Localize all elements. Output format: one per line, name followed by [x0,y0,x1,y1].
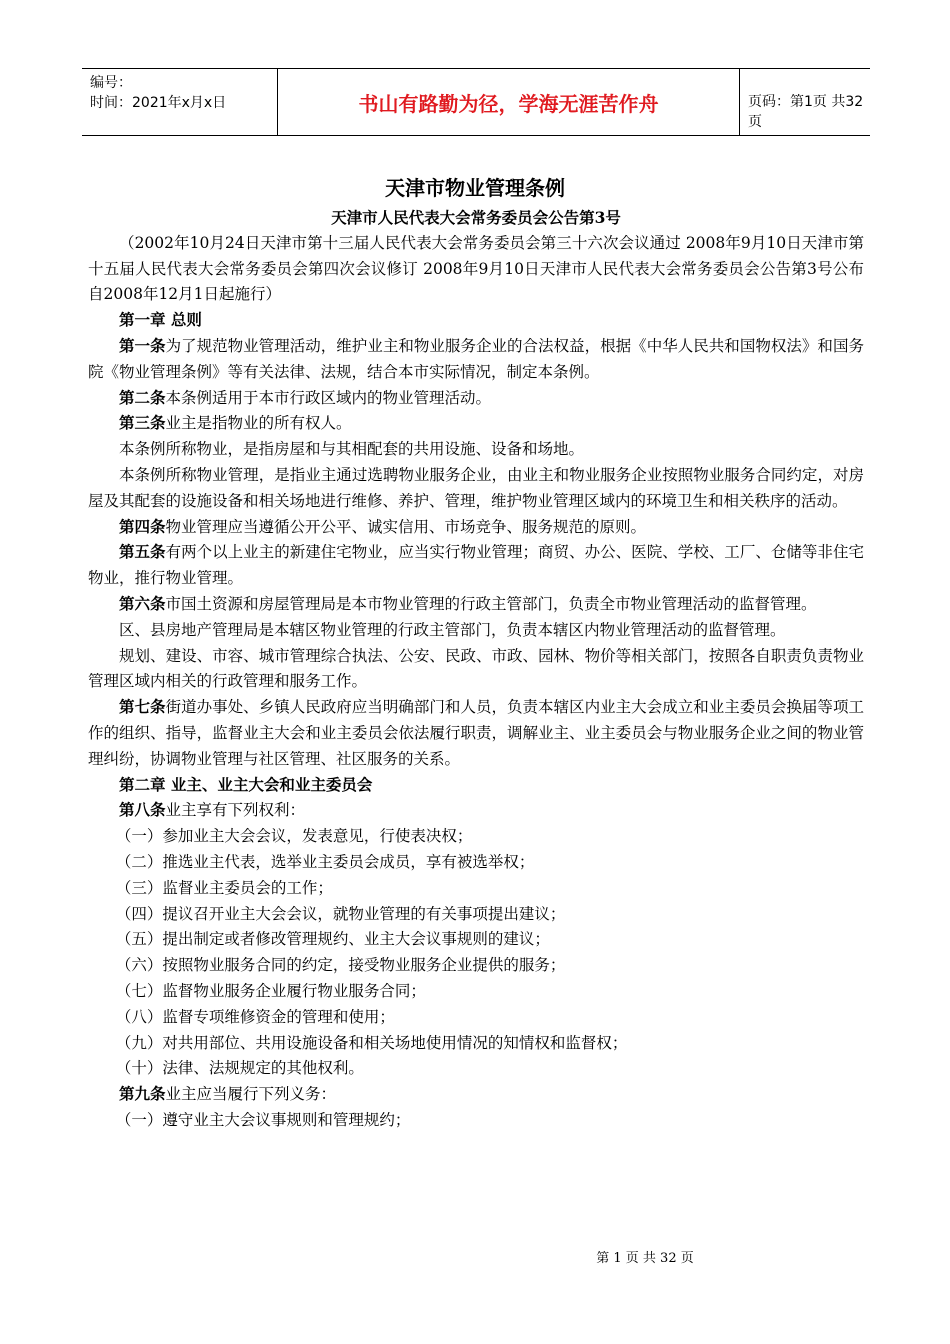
article-text: 业主享有下列权利： [165,801,306,820]
article-text: 街道办事处、乡镇人民政府应当明确部门和人员，负责本辖区内业主大会成立和业主委员会换届等项工作的组织、指导，监督业主大会和业主委员会依法履行职责，调解业主、业主委员会与物业服务企业之间的物业管理纠纷，协调物业管理与社区管理、社区服务的关系。 [88,698,864,768]
header-motto: 书山有路勤为径，学海无涯苦作舟 [278,69,740,135]
document-body [88,205,864,1134]
document-subtitle: 天津市人民代表大会常务委员会公告第3号 [331,208,621,227]
article-label: 第一条 [119,336,166,355]
article-text: 本条例适用于本市行政区域内的物业管理活动。 [165,388,492,407]
article-3 [88,411,864,437]
article-text: 市国土资源和房屋管理局是本市物业管理的行政主管部门，负责全市物业管理活动的监督管理。 [165,594,817,613]
article-label: 第六条 [119,594,166,613]
list-item: （三）监督业主委员会的工作； [115,878,333,897]
paragraph: 本条例所称物业管理，是指业主通过选聘物业服务企业，由业主和物业服务企业按照物业服务合同约定，对房屋及其配套的设施设备和相关场地进行维修、养护、管理，维护物业管理区域内的环境卫生和相关秩序的活动。 [88,465,864,510]
page-footer: 第 1 页 共 32 页 [596,1251,694,1266]
paragraph: 本条例所称物业，是指房屋和与其相配套的共用设施、设备和场地。 [119,440,585,459]
list-item: （一）参加业主大会会议，发表意见，行使表决权； [115,827,473,846]
list-item: （二）推选业主代表，选举业主委员会成员，享有被选举权； [115,852,535,871]
article-5 [88,540,864,592]
article-label: 第八条 [119,801,166,820]
article-label: 第七条 [119,698,166,717]
article-text: 为了规范物业管理活动，维护业主和物业服务企业的合法权益，根据《中华人民共和国物权法》和国务院《物业管理条例》等有关法律、法规，结合本市实际情况，制定本条例。 [88,336,864,381]
article-1 [88,334,864,386]
article-4 [88,515,864,541]
list-item: （九）对共用部位、共用设施设备和相关场地使用情况的知情权和监督权； [115,1033,628,1052]
header-meta [82,69,278,135]
chapter-heading: 第二章 业主、业主大会和业主委员会 [119,775,373,794]
article-label: 第三条 [119,414,166,433]
article-label: 第九条 [119,1085,166,1104]
chapter-heading: 第一章 总则 [119,311,202,330]
header-page-info: 页码：第1页 共32页 [748,94,864,130]
article-6 [88,592,864,618]
list-item: （一）遵守业主大会议事规则和管理规约； [115,1110,411,1129]
paragraph: 区、县房地产管理局是本辖区物业管理的行政主管部门，负责本辖区内物业管理活动的监督管理。 [119,620,786,639]
list-item: （五）提出制定或者修改管理规约、业主大会议事规则的建议； [115,930,550,949]
list-item: （四）提议召开业主大会会议，就物业管理的有关事项提出建议； [115,904,566,923]
number-label: 编号： [90,75,132,91]
article-text: 业主应当履行下列义务： [165,1085,337,1104]
article-label: 第二条 [119,388,166,407]
article-text: 业主是指物业的所有权人。 [165,414,352,433]
list-item: （八）监督专项维修资金的管理和使用； [115,1007,395,1026]
time-label: 时间：2021年x月x日 [90,95,227,111]
list-item: （七）监督物业服务企业履行物业服务合同； [115,981,426,1000]
article-text: 物业管理应当遵循公开公平、诚实信用、市场竞争、服务规范的原则。 [165,517,647,536]
article-label: 第四条 [119,517,166,536]
article-text: 有两个以上业主的新建住宅物业，应当实行物业管理；商贸、办公、医院、学校、工厂、仓储等非住宅物业，推行物业管理。 [88,543,864,588]
page-header [82,68,870,136]
article-label: 第五条 [119,543,166,562]
list-item: （十）法律、法规规定的其他权利。 [115,1059,364,1078]
list-item: （六）按照物业服务合同的约定，接受物业服务企业提供的服务； [115,956,566,975]
paragraph: 规划、建设、市容、城市管理综合执法、公安、民政、市政、园林、物价等相关部门，按照各自职责负责物业管理区域内相关的行政管理和服务工作。 [88,646,864,691]
document-title: 天津市物业管理条例 [385,176,565,200]
article-2 [88,386,864,412]
article-7 [88,695,864,772]
article-8 [88,798,864,824]
document-intro: （2002年10月24日天津市第十三届人民代表大会常务委员会第三十六次会议通过 2008年9月10日天津市第十五届人民代表大会常务委员会第四次会议修订 2008年9月10日天津市人民代表大会常务委员会公告第3号公布 自2008年12月1日起施行） [88,233,864,304]
article-9 [88,1082,864,1108]
